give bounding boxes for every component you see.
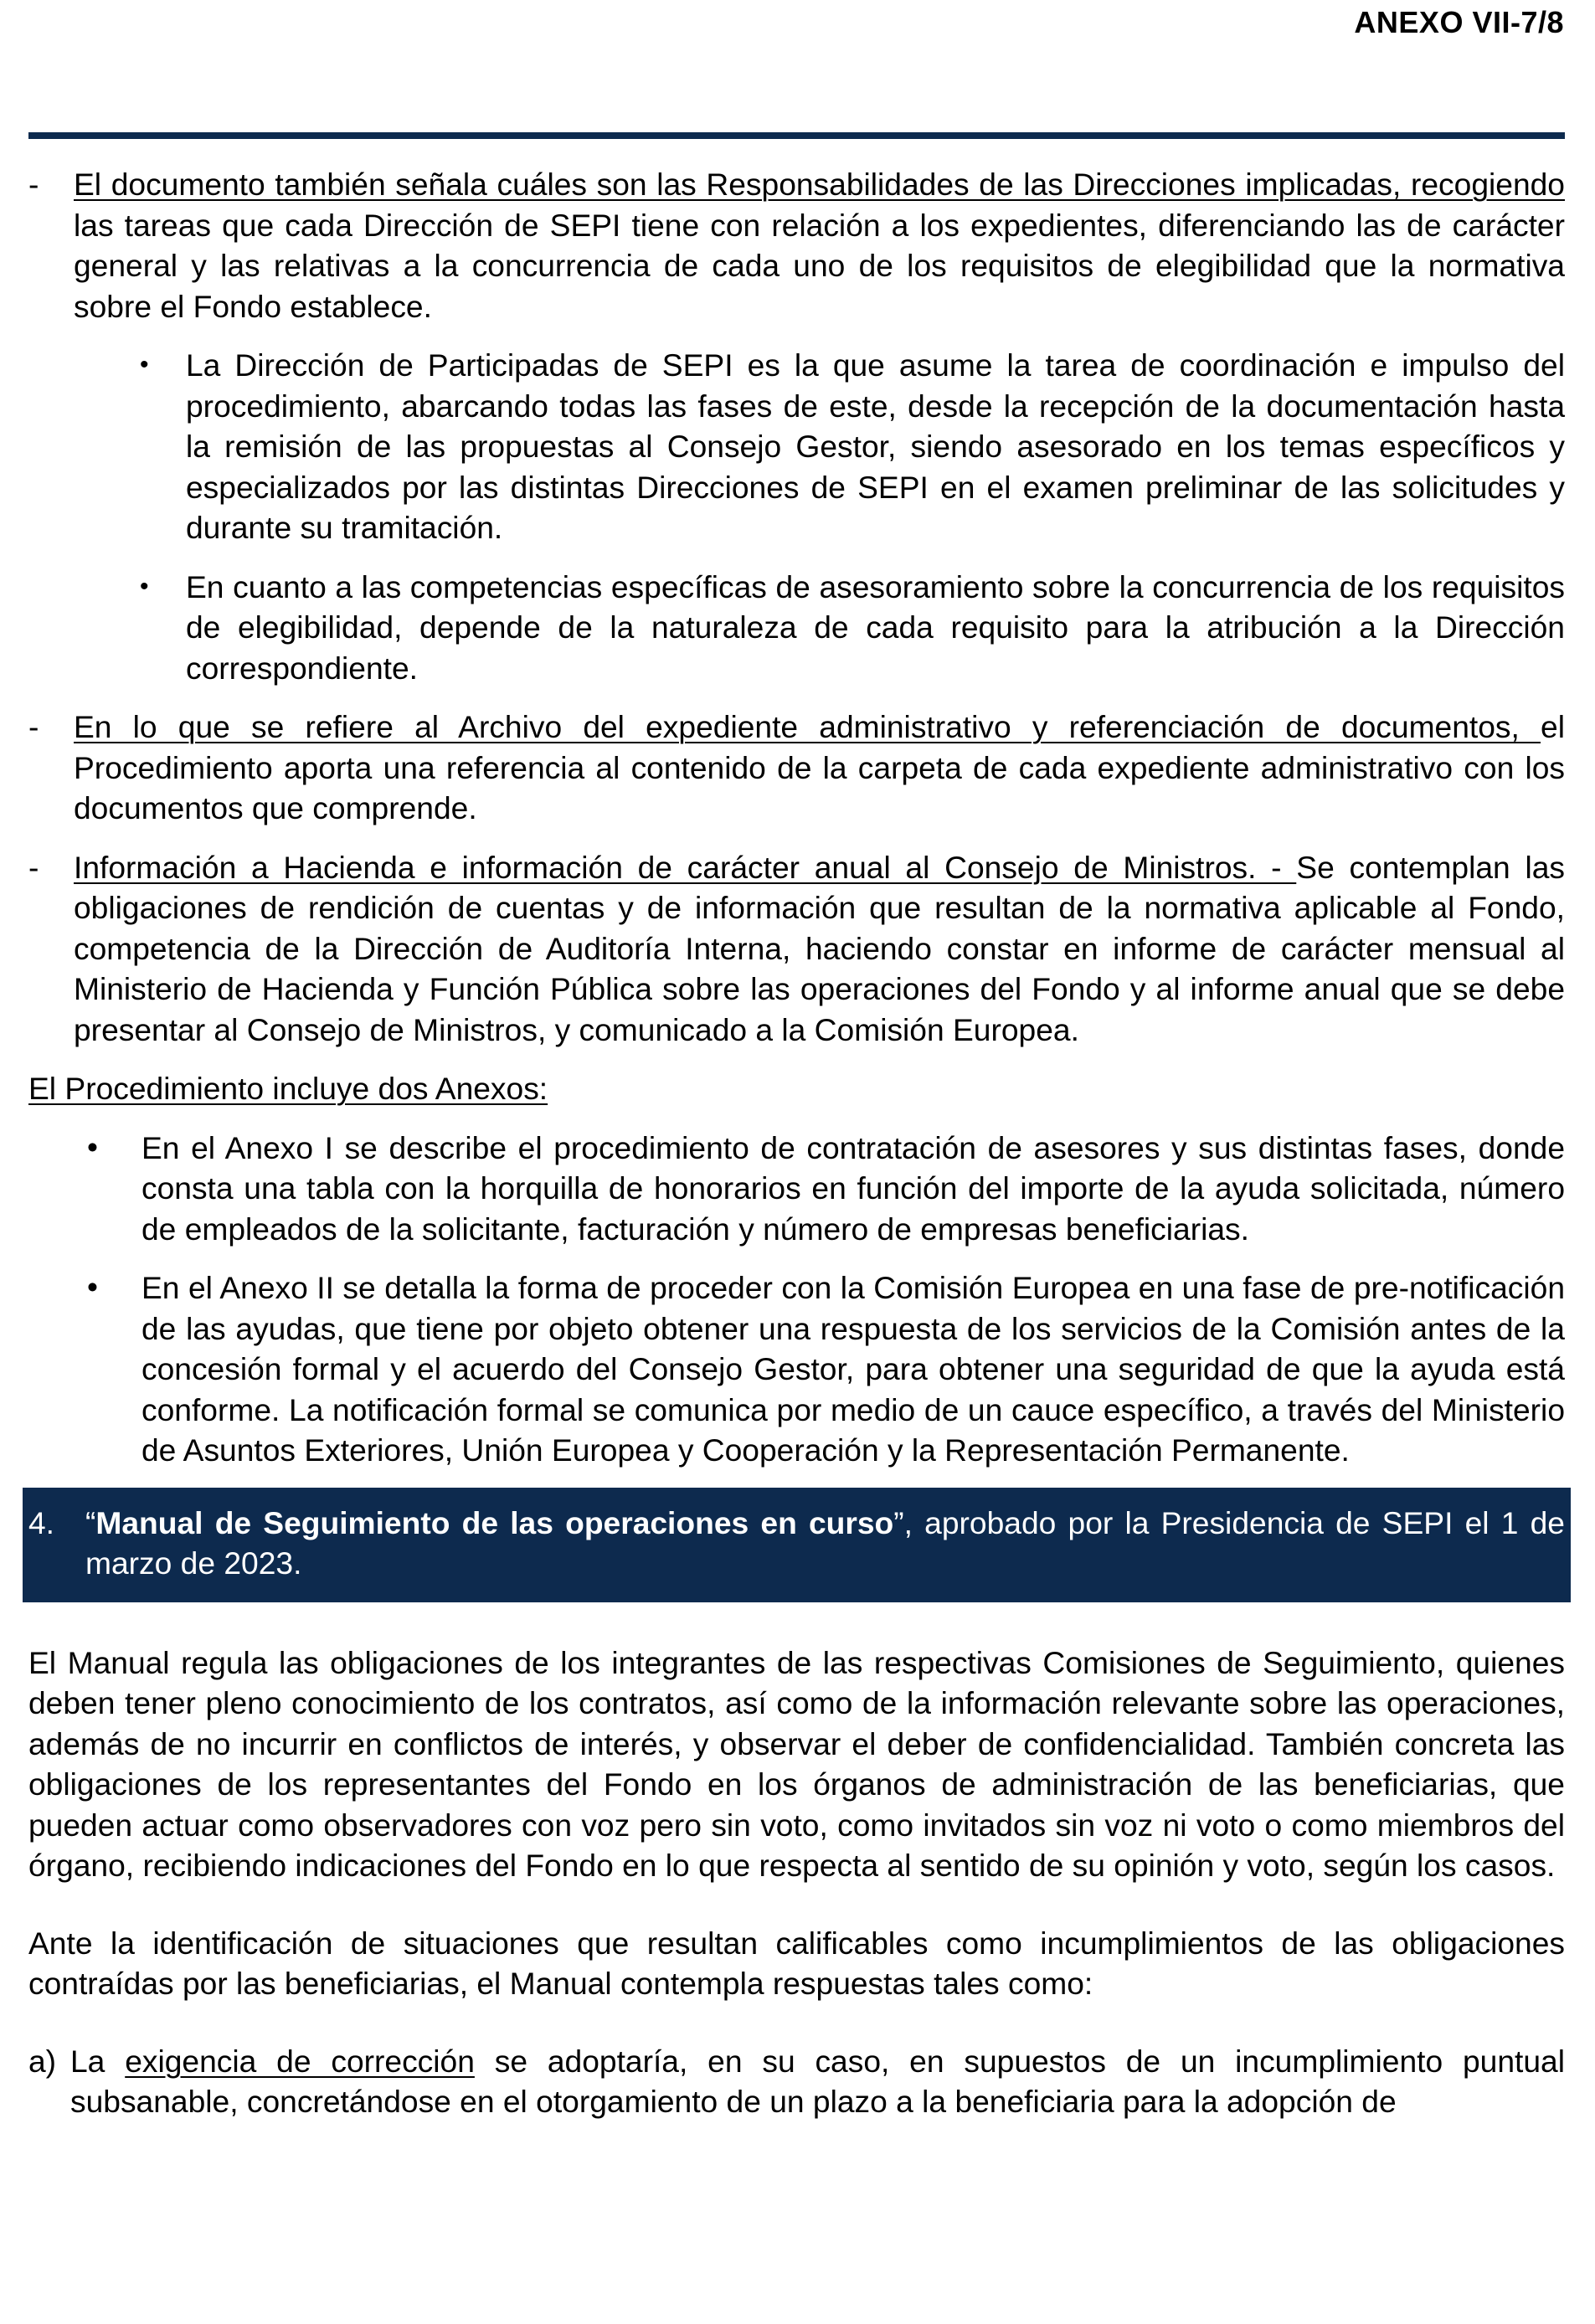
sub-bullet-item bbox=[28, 345, 1565, 548]
document-body bbox=[28, 164, 1565, 2122]
annex-bullet-text: En el Anexo I se describe el procedimiento de contratación de asesores y sus distintas fases, donde consta una tabla con la horquilla de honorarios en función del importe de la ayuda solicitada, número de empleados de la solicitante, facturación y número de empresas beneficiarias. bbox=[141, 1129, 1565, 1247]
dash-item-archivo bbox=[28, 707, 1565, 829]
annex-bullet-text: En el Anexo II se detalla la forma de proceder con la Comisión Europea en una fase de pre-notificación de las ayudas, que tiene por objeto obtener una respuesta de los servicios de la Comisión antes de la concesión formal y el acuerdo del Consejo Gestor, para obtener una seguridad de que la ayuda está conforme. La notificación formal se comunica por medio de un cauce específico, a través del Ministerio de Asuntos Exteriores, Unión Europea y Cooperación y la Representación Permanente. bbox=[141, 1270, 1565, 1468]
annexes-heading-text: El Procedimiento incluye dos Anexos: bbox=[28, 1071, 548, 1106]
dash-marker: - bbox=[28, 709, 39, 744]
section-heading-rest: ”, aprobado por la Presidencia de SEPI el 1 de marzo de 2023. bbox=[85, 1504, 1565, 1581]
dash-item-text: Se contemplan las obligaciones de rendición de cuentas y de información que resultan de la normativa aplicable al Fondo, competencia de la Dirección de Auditoría Interna, haciendo constar en informe de carácter mensual al Ministerio de Hacienda y Función Pública sobre las operaciones del Fondo y al informe anual que se debe presentar al Consejo de Ministros, y comunicado a la Comisión Europea. bbox=[74, 849, 1565, 1047]
section-heading-box bbox=[23, 1488, 1571, 1602]
sub-bullet-text: En cuanto a las competencias específicas de asesoramiento sobre la concurrencia de los requisitos de elegibilidad, depende de la naturaleza de cada requisito para la atribución a la Dirección correspondiente. bbox=[186, 568, 1565, 686]
manual-paragraph: El Manual regula las obligaciones de los integrantes de las respectivas Comisiones de Seguimiento, quienes deben tener pleno conocimiento de los contratos, así como de la información relevante sobre las operaciones, además de no incurrir en conflictos de interés, y observar el deber de confidencialidad. También concreta las obligaciones de los representantes del Fondo en los órganos de administración de las beneficiarias, que pueden actuar como observadores con voz pero sin voto, como invitados sin voz ni voto o como miembros del órgano, recibiendo indicaciones del Fondo en lo que respecta al sentido de su opinión y voto, según los casos. bbox=[28, 1644, 1565, 1883]
section-open-quote: “ bbox=[85, 1504, 96, 1540]
dash-marker: - bbox=[28, 849, 39, 885]
section-heading bbox=[28, 1503, 1565, 1584]
dash-item-underlined-text: En lo que se refiere al Archivo del expediente administrativo y referenciación de documentos, bbox=[74, 709, 1541, 744]
bullet-icon: • bbox=[87, 1129, 98, 1165]
dash-marker: - bbox=[28, 167, 39, 202]
bullet-icon: • bbox=[87, 1270, 98, 1304]
lettered-item-text: se adoptaría, en su caso, en supuestos de un incumplimiento puntual subsanable, concretándose en el otorgamiento de un plazo a la beneficiaria para la adopción de bbox=[70, 2043, 1566, 2119]
sub-bullet-item bbox=[28, 567, 1565, 689]
lettered-item-a bbox=[28, 2041, 1565, 2122]
section-title: Manual de Seguimiento de las operaciones en curso bbox=[95, 1504, 894, 1540]
annex-bullet-item bbox=[28, 1128, 1565, 1250]
bullet-icon: • bbox=[140, 351, 149, 378]
lettered-item-underlined: exigencia de corrección bbox=[125, 2043, 475, 2079]
lettered-item-prefix: La bbox=[70, 2043, 126, 2079]
dash-item-text: el Procedimiento aporta una referencia al contenido de la carpeta de cada expediente administrativo con los documentos que comprende. bbox=[74, 709, 1565, 825]
item-letter: a) bbox=[28, 2043, 57, 2079]
dash-item-underlined-text: Información a Hacienda e información de carácter anual al Consejo de Ministros. - bbox=[74, 849, 1297, 885]
section-number: 4. bbox=[28, 1504, 55, 1540]
dash-item-responsabilidades bbox=[28, 164, 1565, 326]
dash-item-informacion-hacienda bbox=[28, 847, 1565, 1051]
annex-page-label: ANEXO VII-7/8 bbox=[1354, 5, 1564, 39]
header-divider bbox=[28, 132, 1565, 139]
dash-item-underlined-text: El documento también señala cuáles son las Responsabilidades de las Direcciones implicadas, recogiendo bbox=[74, 167, 1565, 202]
situaciones-paragraph: Ante la identificación de situaciones que resultan calificables como incumplimientos de las obligaciones contraídas por las beneficiarias, el Manual contempla respuestas tales como: bbox=[28, 1925, 1565, 2001]
sub-bullet-text: La Dirección de Participadas de SEPI es la que asume la tarea de coordinación e impulso del procedimiento, abarcando todas las fases de este, desde la recepción de la documentación hasta la remisión de las propuestas al Consejo Gestor, siendo asesorado en los temas específicos y especializados por las distintas Direcciones de SEPI en el examen preliminar de las solicitudes y durante su tramitación. bbox=[186, 347, 1565, 545]
annexes-heading bbox=[28, 1068, 1565, 1109]
dash-item-text: las tareas que cada Dirección de SEPI tiene con relación a los expedientes, diferenciando las de carácter general y las relativas a la concurrencia de cada uno de los requisitos de elegibilidad que la normativa sobre el Fondo establece. bbox=[74, 207, 1565, 324]
annex-bullet-item bbox=[28, 1267, 1565, 1471]
bullet-icon: • bbox=[140, 572, 149, 600]
